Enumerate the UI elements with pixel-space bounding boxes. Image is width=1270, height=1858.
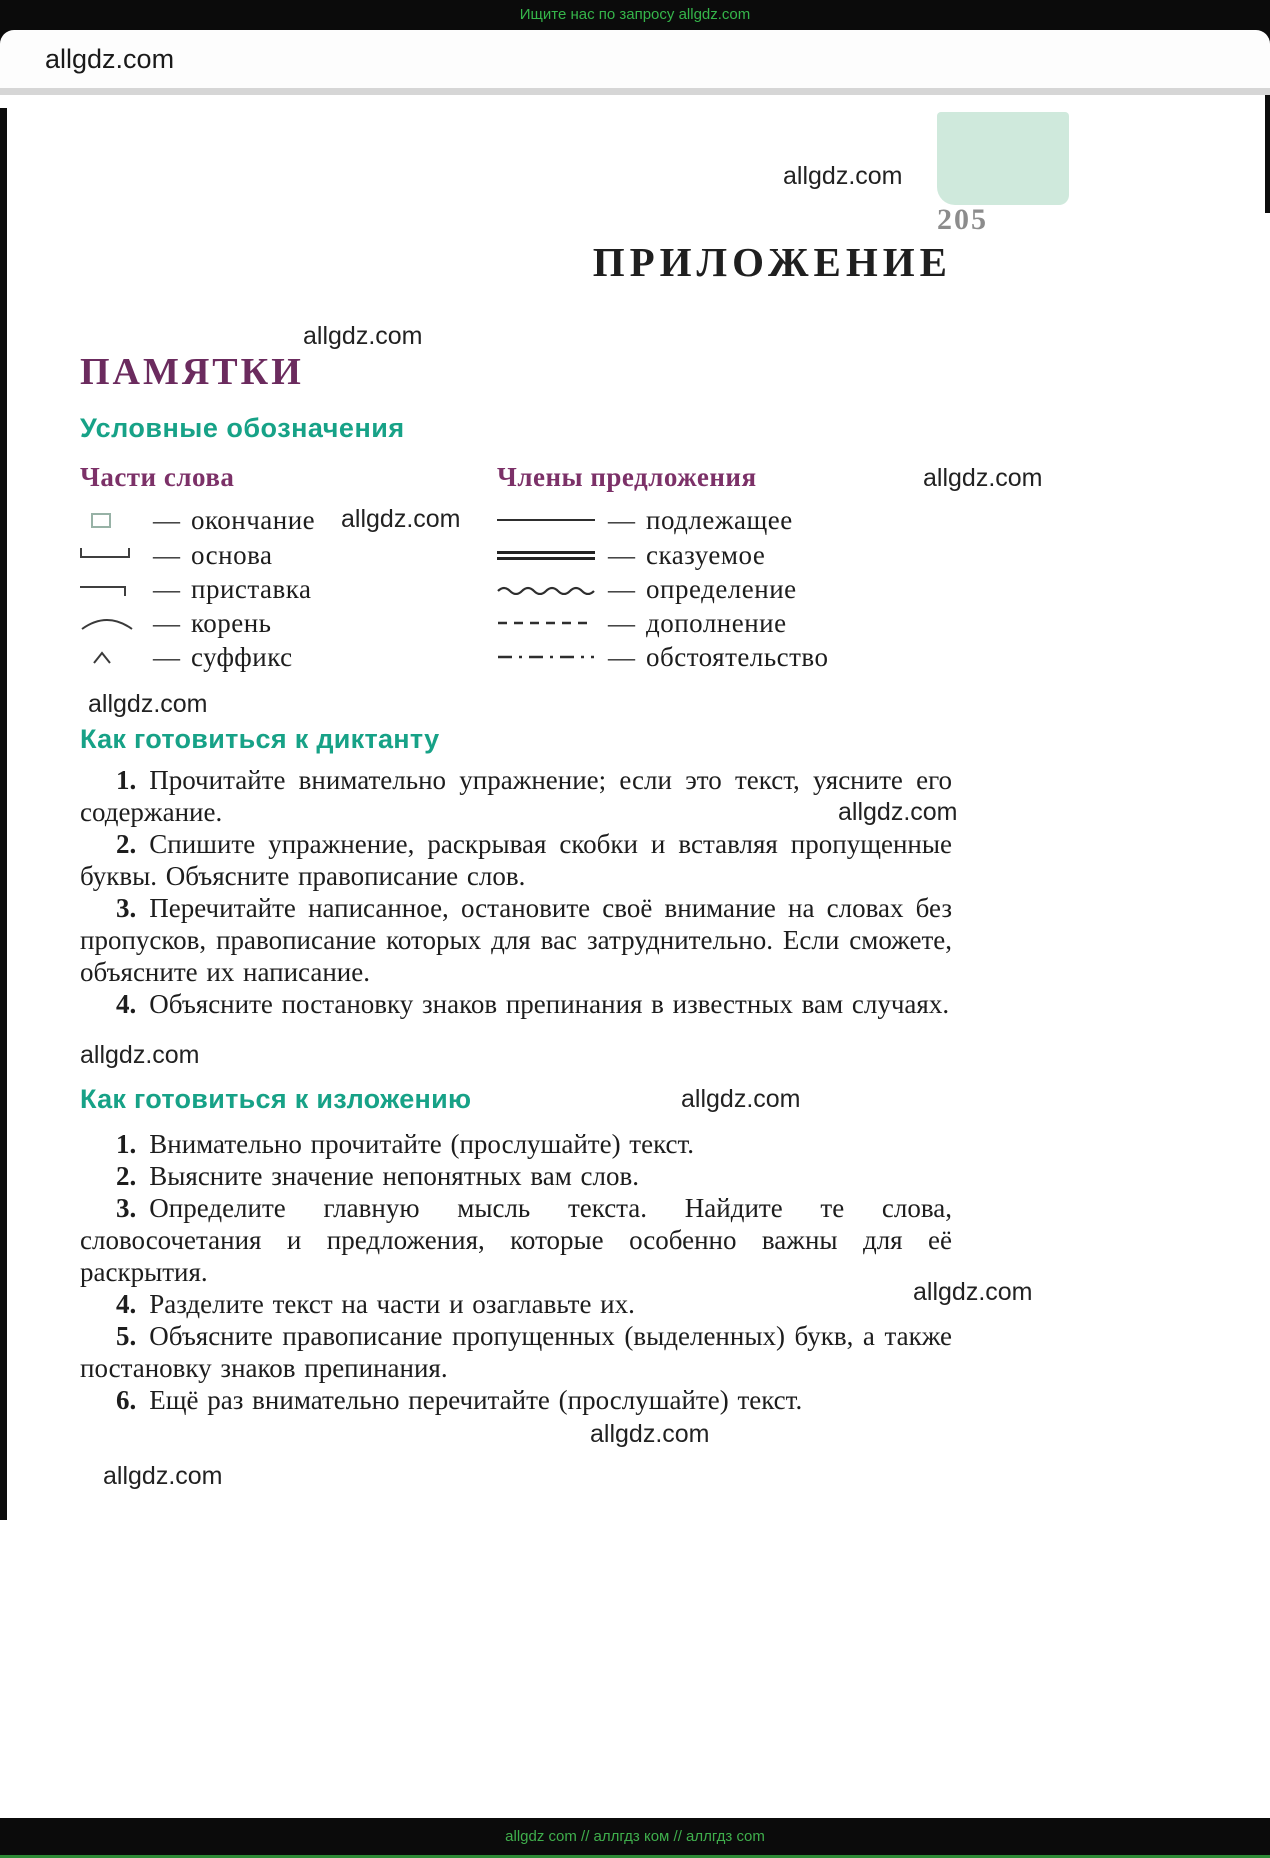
item-number: 4. — [116, 1289, 137, 1319]
legend-row — [497, 502, 793, 538]
banner-text: Ищите нас по запросу allgdz.com — [519, 6, 751, 23]
prefix-hook-icon — [80, 586, 126, 596]
list-item — [80, 1384, 952, 1416]
item-text: Перечитайте написанное, остановите своё внимание на словах без пропусков, правописание которых для вас затруднительно. Если сможете, объясните их написание. — [80, 893, 952, 987]
dash-separator: — — [608, 504, 635, 535]
single-line-icon — [497, 519, 595, 521]
item-text: Объясните постановку знаков препинания в известных вам случаях. — [149, 989, 950, 1019]
legend-row — [497, 537, 765, 573]
section-heading-exposition: Как готовиться к изложению — [80, 1084, 472, 1114]
watermark: allgdz.com — [838, 798, 958, 826]
divider-line — [0, 88, 1270, 95]
watermark: allgdz.com — [88, 690, 208, 718]
item-text: Разделите текст на части и озаглавьте их. — [149, 1289, 635, 1319]
legend-row — [80, 639, 293, 675]
legend-label: корень — [191, 607, 272, 638]
list-item — [80, 764, 952, 828]
legend-row — [80, 571, 311, 607]
legend-row — [497, 605, 787, 641]
footer-bar — [0, 1818, 1270, 1858]
dash-separator: — — [608, 573, 635, 604]
dashed-line-icon — [497, 619, 595, 627]
item-text: Внимательно прочитайте (прослушайте) текст. — [149, 1129, 695, 1159]
item-text: Ещё раз внимательно перечитайте (прослушайте) текст. — [149, 1385, 803, 1415]
legend-row — [497, 639, 829, 675]
item-text: Объясните правописание пропущенных (выделенных) букв, а также постановку знаков препинания. — [80, 1321, 952, 1383]
list-item — [80, 1128, 952, 1160]
legend-row — [80, 605, 272, 641]
dash-separator: — — [608, 607, 635, 638]
legend-label: приставка — [191, 573, 312, 604]
item-number: 3. — [116, 893, 137, 923]
url-text: allgdz.com — [45, 44, 175, 74]
item-number: 6. — [116, 1385, 137, 1415]
list-item — [80, 1288, 952, 1320]
footer-text: allgdz com // аллгдз ком // аллгдз com — [505, 1828, 765, 1845]
dash-dot-line-icon — [497, 653, 595, 661]
legend-heading: Условные обозначения — [80, 413, 405, 443]
watermark: allgdz.com — [590, 1420, 710, 1448]
sentence-members-heading: Члены предложения — [497, 462, 757, 492]
section-heading-dictation: Как готовиться к диктанту — [80, 724, 440, 754]
item-number: 1. — [116, 1129, 137, 1159]
dash-separator: — — [608, 539, 635, 570]
left-edge-shadow — [0, 108, 7, 1520]
watermark: allgdz.com — [341, 505, 461, 533]
watermark: allgdz.com — [103, 1462, 223, 1490]
legend-label: окончание — [191, 504, 316, 535]
legend-label: обстоятельство — [646, 641, 829, 672]
item-number: 2. — [116, 829, 137, 859]
word-parts-heading: Части слова — [80, 462, 235, 492]
item-number: 1. — [116, 765, 137, 795]
item-text: Прочитайте внимательно упражнение; если это текст, уясните его содержание. — [80, 765, 952, 827]
item-number: 2. — [116, 1161, 137, 1191]
page-number: 205 — [937, 203, 988, 236]
item-text: Выясните значение непонятных вам слов. — [149, 1161, 640, 1191]
watermark: allgdz.com — [681, 1085, 801, 1113]
stem-bracket-icon — [80, 548, 130, 558]
wavy-line-icon — [497, 583, 595, 595]
list-item — [80, 828, 952, 892]
dash-separator: — — [153, 641, 180, 672]
item-text: Определите главную мысль текста. Найдите те слова, словосочетания и предложения, которые особенно важны для её раскрытия. — [80, 1193, 952, 1287]
legend-label: дополнение — [646, 607, 787, 638]
dash-separator: — — [153, 539, 180, 570]
dash-separator: — — [608, 641, 635, 672]
legend-label: основа — [191, 539, 273, 570]
item-number: 3. — [116, 1193, 137, 1223]
ending-square-icon — [91, 513, 111, 528]
watermark: allgdz.com — [80, 1041, 200, 1069]
dash-separator: — — [153, 504, 180, 535]
item-text: Спишите упражнение, раскрывая скобки и вставляя пропущенные буквы. Объясните правописание слов. — [80, 829, 952, 891]
watermark: allgdz.com — [783, 162, 903, 190]
dash-separator: — — [153, 607, 180, 638]
right-edge-shadow — [1265, 95, 1270, 213]
list-item — [80, 892, 952, 988]
dash-separator: — — [153, 573, 180, 604]
list-item — [80, 1160, 952, 1192]
legend-row — [80, 537, 272, 573]
list-item — [80, 988, 952, 1020]
corner-decoration — [937, 112, 1069, 205]
legend-row — [80, 502, 315, 538]
legend-label: определение — [646, 573, 797, 604]
list-item — [80, 1320, 952, 1384]
item-number: 5. — [116, 1321, 137, 1351]
exposition-steps — [80, 1128, 952, 1416]
legend-label: суффикс — [191, 641, 293, 672]
memos-title: ПАМЯТКИ — [80, 351, 304, 393]
list-item — [80, 1192, 952, 1288]
watermark: allgdz.com — [303, 322, 423, 350]
legend-row — [497, 571, 797, 607]
watermark: allgdz.com — [923, 464, 1043, 492]
root-arc-icon — [80, 615, 134, 631]
legend-label: сказуемое — [646, 539, 766, 570]
watermark: allgdz.com — [913, 1278, 1033, 1306]
item-number: 4. — [116, 989, 137, 1019]
double-line-icon — [497, 551, 595, 560]
legend-label: подлежащее — [646, 504, 793, 535]
url-bar — [0, 30, 1270, 88]
suffix-caret-icon — [91, 650, 113, 665]
dictation-steps — [80, 764, 952, 1020]
page-title: ПРИЛОЖЕНИЕ — [592, 239, 952, 285]
